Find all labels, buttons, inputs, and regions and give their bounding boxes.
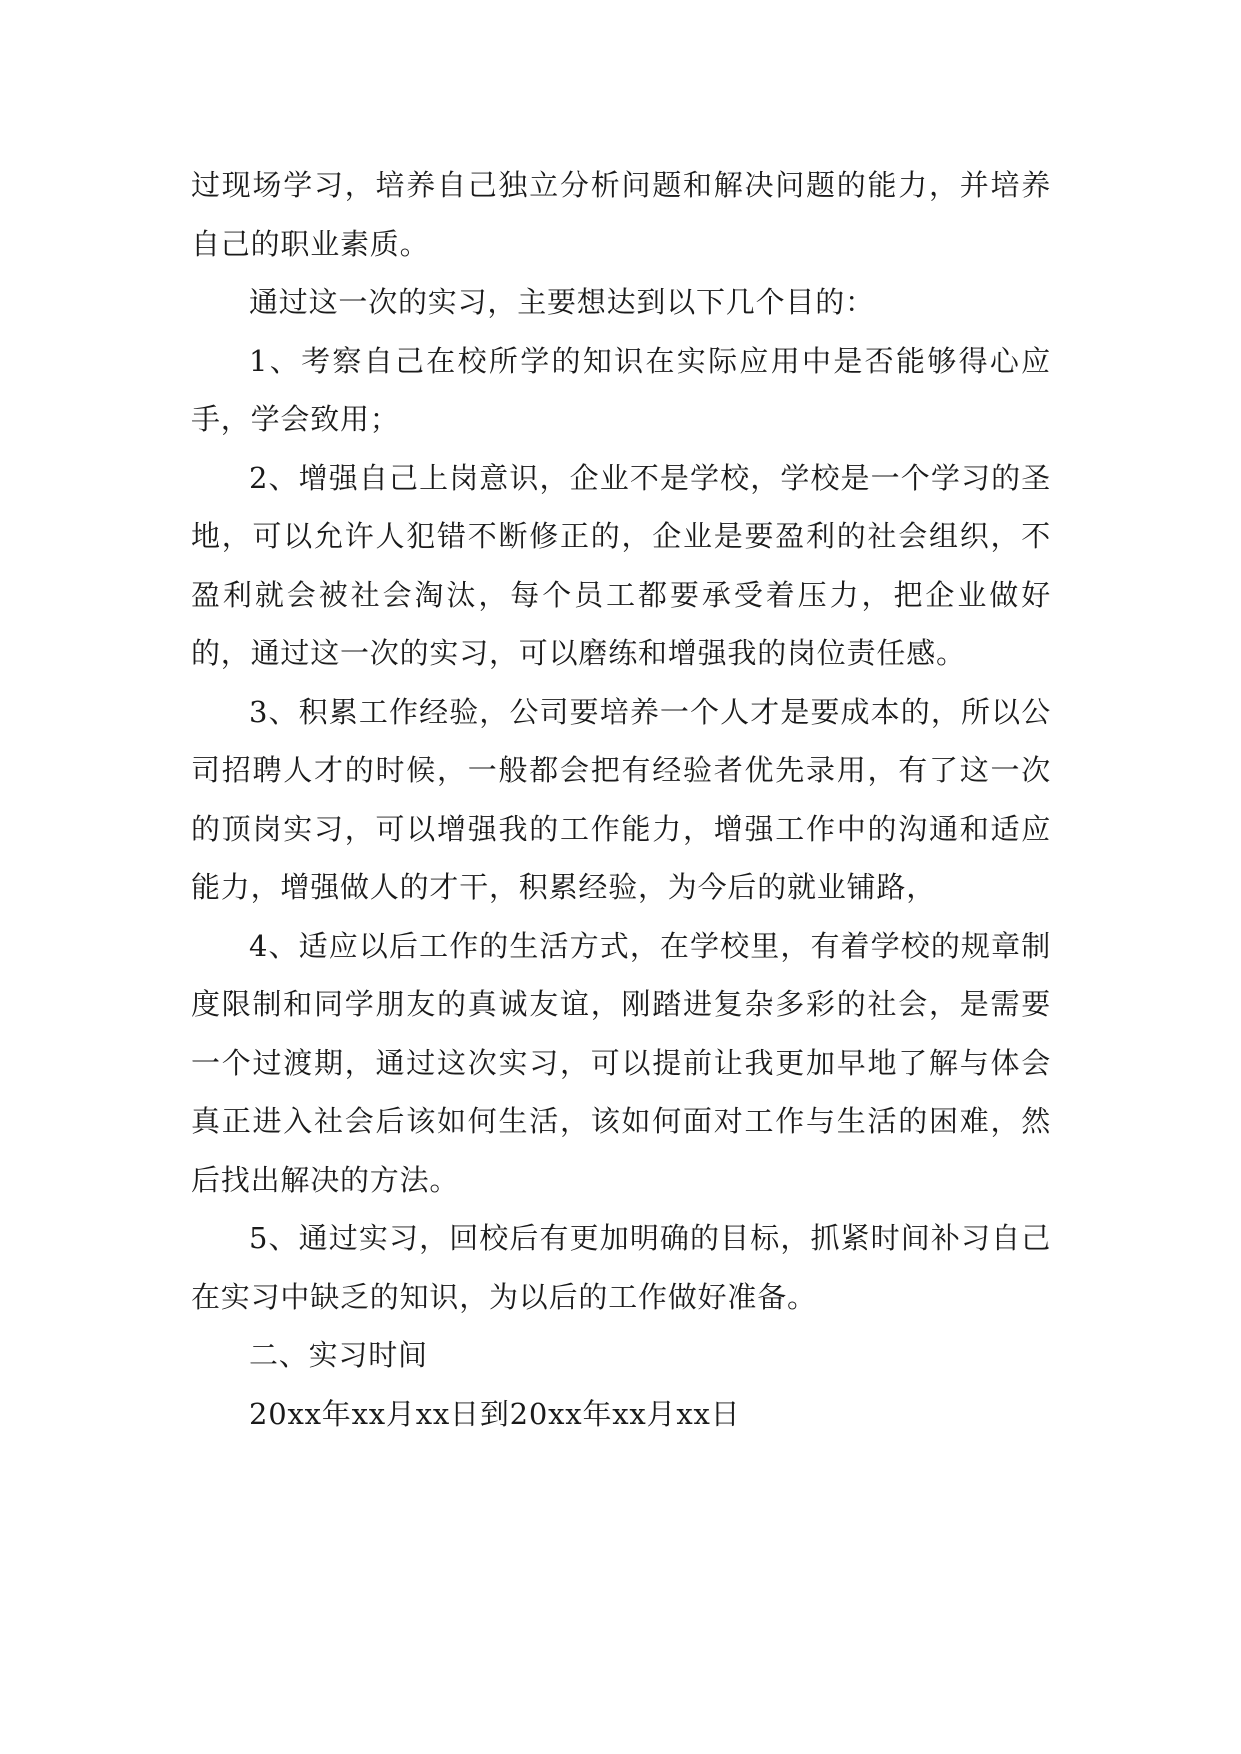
paragraph-purpose-1: 1、考察自己在校所学的知识在实际应用中是否能够得心应手，学会致用； (191, 343, 1051, 436)
paragraph-purpose-intro: 通过这一次的实习，主要想达到以下几个目的： (249, 285, 875, 319)
paragraph-purpose-2: 2、增强自己上岗意识，企业不是学校，学校是一个学习的圣地，可以允许人犯错不断修正的，企业是要盈利的社会组织，不盈利就会被社会淘汰，每个员工都要承受着压力，把企业做好的，通过这一次的实习，可以磨练和增强我的岗位责任感。 (191, 460, 1051, 670)
paragraph-purpose-3: 3、积累工作经验，公司要培养一个人才是要成本的，所以公司招聘人才的时候，一般都会把有经验者优先录用，有了这一次的顶岗实习，可以增强我的工作能力，增强工作中的沟通和适应能力，增强做人的才干，积累经验，为今后的就业铺路， (191, 694, 1051, 904)
paragraph-purpose-4: 4、适应以后工作的生活方式，在学校里，有着学校的规章制度限制和同学朋友的真诚友谊，刚踏进复杂多彩的社会，是需要一个过渡期，通过这次实习，可以提前让我更加早地了解与体会真正进入社会后该如何生活，该如何面对工作与生活的困难，然后找出解决的方法。 (191, 928, 1051, 1197)
document-body (191, 156, 1051, 1443)
section-heading-internship-time: 二、实习时间 (249, 1338, 428, 1372)
internship-date-range: 20xx年xx月xx日到20xx年xx月xx日 (249, 1396, 741, 1431)
paragraph-continuation: 过现场学习，培养自己独立分析问题和解决问题的能力，并培养自己的职业素质。 (191, 168, 1051, 261)
paragraph-purpose-5: 5、通过实习，回校后有更加明确的目标，抓紧时间补习自己在实习中缺乏的知识，为以后的工作做好准备。 (191, 1221, 1051, 1314)
